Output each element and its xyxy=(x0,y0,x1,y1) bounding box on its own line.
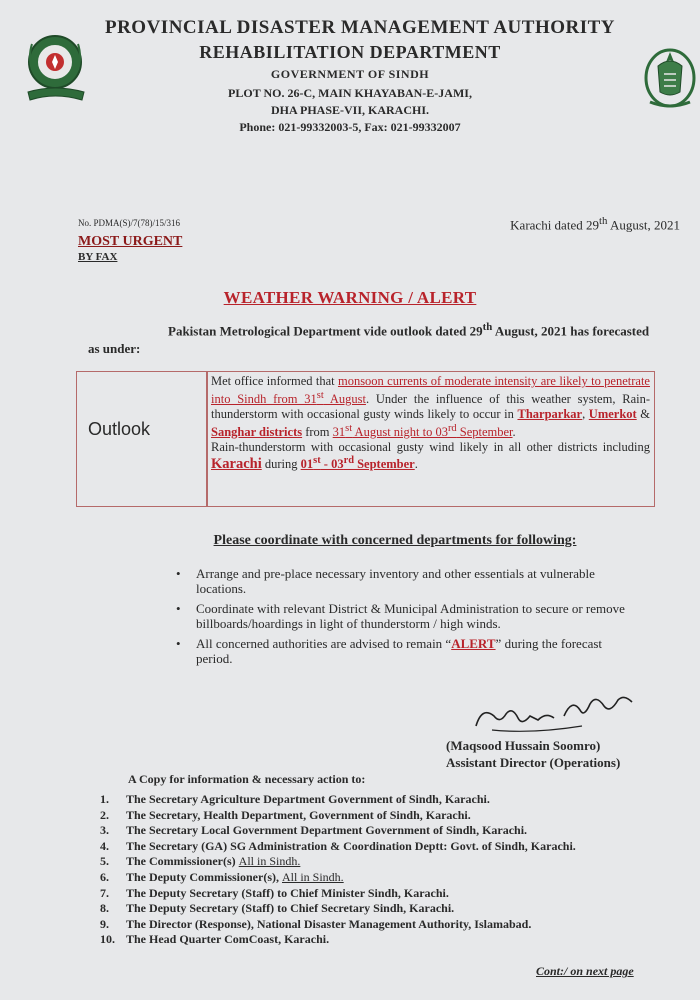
address-line-2: DHA PHASE-VII, KARACHI. xyxy=(270,103,429,117)
continued-note: Cont:/ on next page xyxy=(536,964,634,978)
address-line-1: PLOT NO. 26-C, MAIN KHAYABAN-E-JAMI, xyxy=(228,86,472,100)
reference-number: No. PDMA(S)/7(78)/15/316 xyxy=(78,218,181,228)
letter-date: Karachi dated 29th August, 2021 xyxy=(510,215,680,233)
signature-icon xyxy=(472,686,642,738)
list-item: 9. The Director (Response), National Disaster Management Authority, Islamabad. xyxy=(100,916,532,931)
outlook-text: Met office informed that monsoon currents of moderate intensity are likely to penetrate into Sindh from 31st August. Under the influence of this weather system, Rain-thunderstorm with occasional gusty winds likely to occur in Tharparkar, Umerkot & Sanghar districts from 31st August night to 03rd September. Rain-thunderstorm with occasional gusty wind likely in all other districts including Karachi during 01st - 03rd September. xyxy=(211,374,651,473)
outlook-table-divider xyxy=(206,371,208,507)
coordination-heading: Please coordinate with concerned departments for following: xyxy=(213,533,577,548)
government-line: GOVERNMENT OF SINDH xyxy=(270,67,430,81)
list-item: 5. The Commissioner(s) All in Sindh. xyxy=(100,854,301,869)
list-item: 7. The Deputy Secretary (Staff) to Chief Minister Sindh, Karachi. xyxy=(100,885,449,900)
coordination-list xyxy=(176,567,626,672)
contact-phone-fax: Phone: 021-99332003-5, Fax: 021-99332007 xyxy=(239,120,461,134)
alert-title: WEATHER WARNING / ALERT xyxy=(223,288,477,307)
list-item: 4. The Secretary (GA) SG Administration & Coordination Deptt: Govt. of Sindh, Karachi. xyxy=(100,838,576,853)
list-item: • Arrange and pre-place necessary inventory and other essentials at vulnerable locations. xyxy=(176,566,595,596)
list-item: 2. The Secretary, Health Department, Government of Sindh, Karachi. xyxy=(100,807,471,822)
bullet-icon: • xyxy=(176,566,181,581)
list-item: 6. The Deputy Commissioner(s), All in Sindh. xyxy=(100,869,344,884)
bullet-icon: • xyxy=(176,636,181,651)
signatory-name: (Maqsood Hussain Soomro) xyxy=(446,738,601,753)
copy-heading: A Copy for information & necessary action to: xyxy=(128,772,366,786)
list-item: 8. The Deputy Secretary (Staff) to Chief Secretary Sindh, Karachi. xyxy=(100,901,455,916)
bullet-icon: • xyxy=(176,601,181,616)
department-title: REHABILITATION DEPARTMENT xyxy=(199,42,501,62)
delivery-method: BY FAX xyxy=(78,251,118,263)
copy-list xyxy=(100,792,680,948)
list-item: 3. The Secretary Local Government Department Government of Sindh, Karachi. xyxy=(100,823,528,838)
list-item: 1. The Secretary Agriculture Department Government of Sindh, Karachi. xyxy=(100,792,490,806)
outlook-label: Outlook xyxy=(88,419,151,439)
list-item: • All concerned authorities are advised to remain “ALERT” during the forecast period. xyxy=(176,636,603,666)
signatory-title: Assistant Director (Operations) xyxy=(446,755,621,770)
list-item: 10. The Head Quarter ComCoast, Karachi. xyxy=(100,932,330,947)
intro-paragraph: Pakistan Metrological Department vide outlook dated 29th August, 2021 has forecasted as under: xyxy=(88,321,650,357)
authority-title: PROVINCIAL DISASTER MANAGEMENT AUTHORITY xyxy=(104,17,616,38)
list-item: • Coordinate with relevant District & Municipal Administration to secure or remove billboards/hoardings in light of thunderstorm / high winds. xyxy=(176,601,625,631)
priority-label: MOST URGENT xyxy=(78,234,183,249)
